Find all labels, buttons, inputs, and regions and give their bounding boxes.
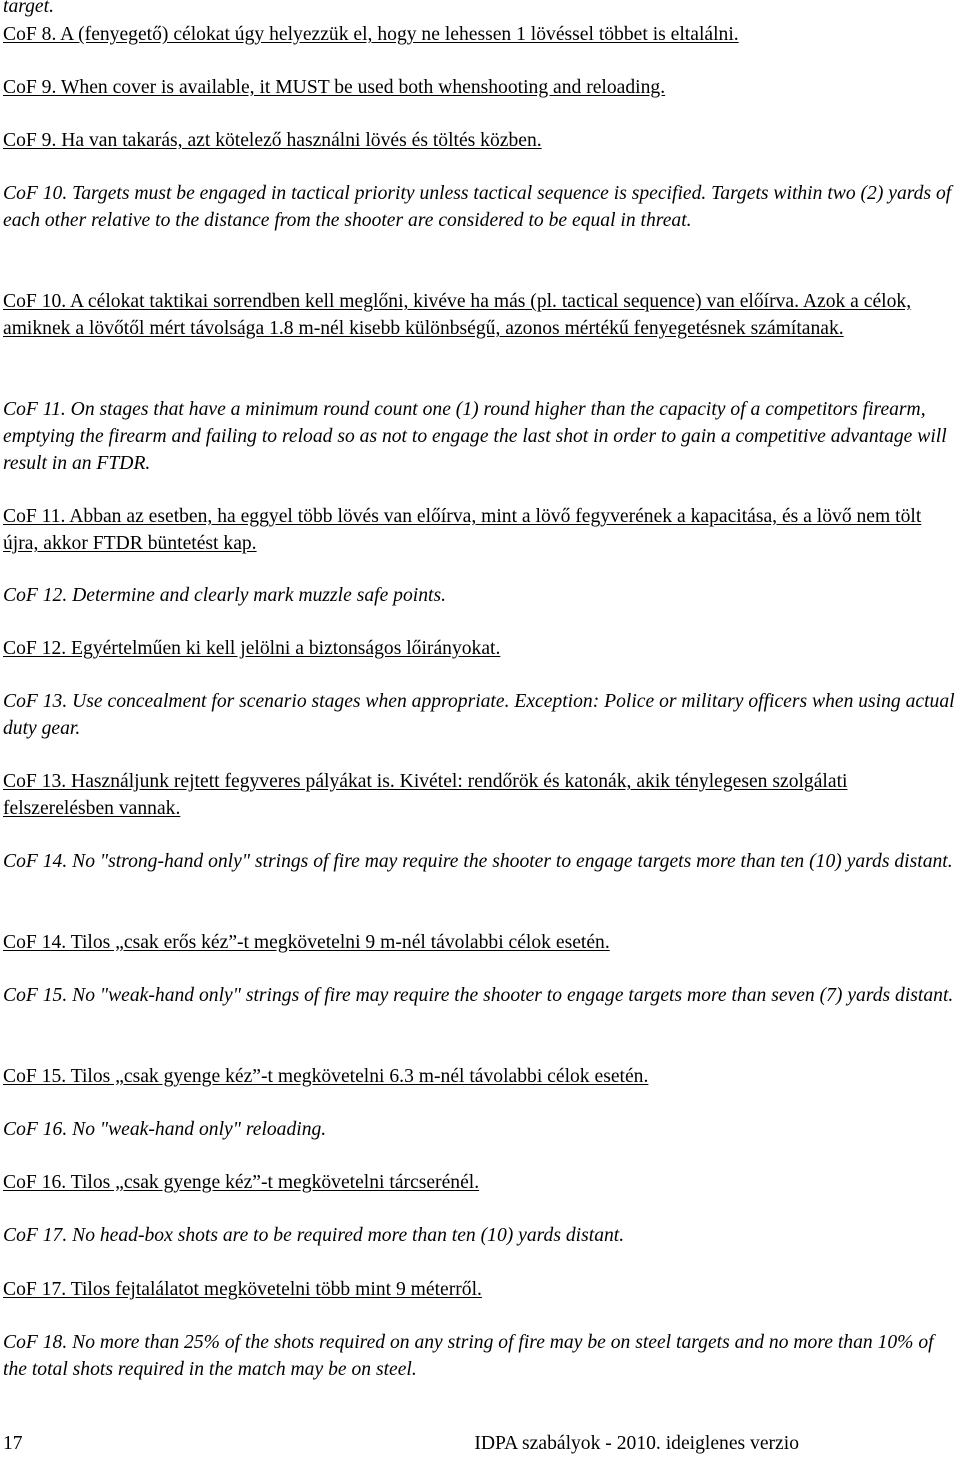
paragraph-cof14-en: CoF 14. No "strong-hand only" strings of fire may require the shooter to engage targets more than ten (10) yards distant. <box>3 851 953 872</box>
paragraph-cof9-hu: CoF 9. Ha van takarás, azt kötelező használni lövés és töltés közben. <box>3 130 542 151</box>
paragraph-cof16-en: CoF 16. No "weak-hand only" reloading. <box>3 1119 327 1140</box>
paragraph-cof10-en: CoF 10. Targets must be engaged in tactical priority unless tactical sequence is specified. Targets within two (2) yards of each other relative to the distance from the shooter are considered to be equal in threat. <box>3 183 952 231</box>
paragraph-cof12-hu: CoF 12. Egyértelműen ki kell jelölni a biztonságos lőirányokat. <box>3 638 501 659</box>
paragraph-cof10-hu: CoF 10. A célokat taktikai sorrendben kell meglőni, kivéve ha más (pl. tactical sequence) van előírva. Azok a célok, amiknek a lövőtől mért távolsága 1.8 m-nél kisebb különbségű, azonos mértékű fenyegetésnek számítanak. <box>3 291 912 339</box>
paragraph-cof9-en: CoF 9. When cover is available, it MUST be used both whenshooting and reloading. <box>3 77 666 98</box>
paragraph-cof14-hu: CoF 14. Tilos „csak erős kéz”-t megkövetelni 9 m-nél távolabbi célok esetén. <box>3 932 610 953</box>
paragraph-cof13-hu: CoF 13. Használjunk rejtett fegyveres pályákat is. Kivétel: rendőrök és katonák, akik ténylegesen szolgálati felszerelésben vannak. <box>3 771 848 819</box>
paragraph-cof17-hu: CoF 17. Tilos fejtalálatot megkövetelni több mint 9 méterről. <box>3 1279 482 1300</box>
paragraph-cof12-en: CoF 12. Determine and clearly mark muzzle safe points. <box>3 585 446 606</box>
paragraph-target-fragment: target. <box>3 0 54 17</box>
paragraph-cof8-hu: CoF 8. A (fenyegető) célokat úgy helyezzük el, hogy ne lehessen 1 lövéssel többet is eltalálni. <box>3 24 739 45</box>
paragraph-cof17-en: CoF 17. No head-box shots are to be required more than ten (10) yards distant. <box>3 1225 625 1246</box>
paragraph-cof11-en: CoF 11. On stages that have a minimum round count one (1) round higher than the capacity of a competitors firearm, emptying the firearm and failing to reload so as not to engage the last shot in order to gain a competitive advantage will result in an FTDR. <box>3 399 947 474</box>
paragraph-cof13-en: CoF 13. Use concealment for scenario stages when appropriate. Exception: Police or military officers when using actual duty gear. <box>3 691 955 739</box>
footer-document-title: IDPA szabályok - 2010. ideiglenes verzio <box>474 1433 799 1454</box>
paragraph-cof16-hu: CoF 16. Tilos „csak gyenge kéz”-t megkövetelni tárcserénél. <box>3 1172 480 1193</box>
paragraph-cof11-hu: CoF 11. Abban az esetben, ha eggyel több lövés van előírva, mint a lövő fegyverének a kapacitása, és a lövő nem tölt újra, akkor FTDR büntetést kap. <box>3 506 922 554</box>
paragraph-cof18-en: CoF 18. No more than 25% of the shots required on any string of fire may be on steel targets and no more than 10% of the total shots required in the match may be on steel. <box>3 1332 934 1380</box>
page-number: 17 <box>3 1433 23 1454</box>
paragraph-cof15-en: CoF 15. No "weak-hand only" strings of fire may require the shooter to engage targets more than seven (7) yards distant. <box>3 985 954 1006</box>
paragraph-cof15-hu: CoF 15. Tilos „csak gyenge kéz”-t megkövetelni 6.3 m-nél távolabbi célok esetén. <box>3 1066 649 1087</box>
